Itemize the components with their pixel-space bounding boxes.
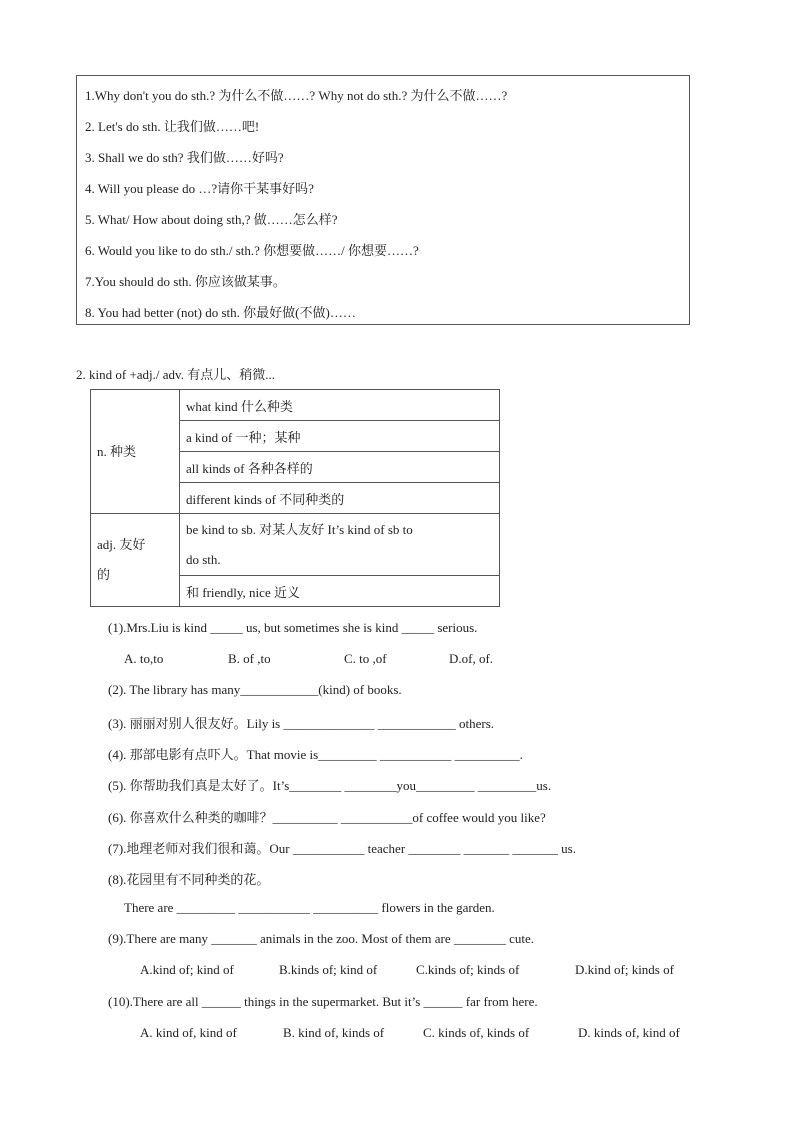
q10-option-c: C. kinds of, kinds of: [423, 1025, 530, 1040]
noun-label: n. 种类: [91, 390, 180, 514]
exercise-8-line2: There are _________ ___________ __________ flowers in the garden.: [124, 900, 495, 915]
adj-label: [91, 514, 180, 607]
q9-option-c: C.kinds of; kinds of: [416, 962, 520, 977]
exercise-5: (5). 你帮助我们真是太好了。It’s________ ________you_________ _________us.: [108, 778, 552, 793]
summary-line-4: 4. Will you please do …?请你干某事好吗?: [85, 181, 314, 196]
q1-option-d: D.of, of.: [449, 651, 494, 666]
q9-option-a: A.kind of; kind of: [140, 962, 234, 977]
exercise-10: (10).There are all ______ things in the supermarket. But it’s ______ far from here.: [108, 994, 538, 1009]
q9-option-b: B.kinds of; kind of: [279, 962, 378, 977]
q1-option-c: C. to ,of: [344, 651, 387, 666]
adj-label-line1: adj. 友好: [97, 537, 146, 552]
adj-row-2: 和 friendly, nice 近义: [180, 576, 500, 607]
q1-option-b: B. of ,to: [228, 651, 271, 666]
summary-line-2: 2. Let's do sth. 让我们做……吧!: [85, 119, 260, 134]
summary-box: [76, 75, 690, 325]
exercise-2: (2). The library has many____________(kind) of books.: [108, 682, 402, 697]
adj-row-1-line2: do sth.: [186, 551, 221, 567]
exercise-4: (4). 那部电影有点吓人。That movie is_________ ___________ __________.: [108, 747, 523, 762]
exercise-1: (1).Mrs.Liu is kind _____ us, but sometimes she is kind _____ serious.: [108, 620, 478, 635]
noun-row: all kinds of 各种各样的: [180, 452, 500, 483]
exercise-7: (7).地理老师对我们很和蔼。Our ___________ teacher ________ _______ _______ us.: [108, 841, 576, 856]
q1-option-a: A. to,to: [124, 651, 164, 666]
adj-row-1-line1: be kind to sb. 对某人友好 It’s kind of sb to: [186, 521, 413, 537]
noun-row: a kind of 一种；某种: [180, 421, 500, 452]
summary-line-8: 8. You had better (not) do sth. 你最好做(不做)……: [85, 305, 356, 320]
noun-row: different kinds of 不同种类的: [180, 483, 500, 514]
summary-line-3: 3. Shall we do sth? 我们做……好吗?: [85, 150, 284, 165]
summary-line-7: 7.You should do sth. 你应该做某事。: [85, 274, 286, 289]
exercise-3: (3). 丽丽对别人很友好。Lily is ______________ ____________ others.: [108, 716, 495, 731]
q10-option-b: B. kind of, kinds of: [283, 1025, 385, 1040]
adj-label-line2: 的: [97, 567, 111, 582]
exercise-9: (9).There are many _______ animals in the zoo. Most of them are ________ cute.: [108, 931, 534, 946]
q10-option-a: A. kind of, kind of: [140, 1025, 237, 1040]
exercise-6: (6). 你喜欢什么种类的咖啡？__________ ___________of coffee would you like?: [108, 810, 546, 825]
summary-line-1: 1.Why don't you do sth.? 为什么不做……? Why not do sth.? 为什么不做……?: [85, 88, 508, 103]
summary-line-6: 6. Would you like to do sth./ sth.? 你想要做……/ 你想要……?: [85, 243, 419, 258]
noun-row: what kind 什么种类: [180, 390, 500, 421]
summary-line-5: 5. What/ How about doing sth,? 做……怎么样?: [85, 212, 338, 227]
exercise-8: (8).花园里有不同种类的花。: [108, 872, 270, 887]
q10-option-d: D. kinds of, kind of: [578, 1025, 680, 1040]
section-heading: 2. kind of +adj./ adv. 有点儿、稍微...: [76, 367, 275, 382]
q9-option-d: D.kind of; kinds of: [575, 962, 674, 977]
kind-usage-table: [90, 389, 500, 607]
adj-row-1: [180, 514, 500, 576]
